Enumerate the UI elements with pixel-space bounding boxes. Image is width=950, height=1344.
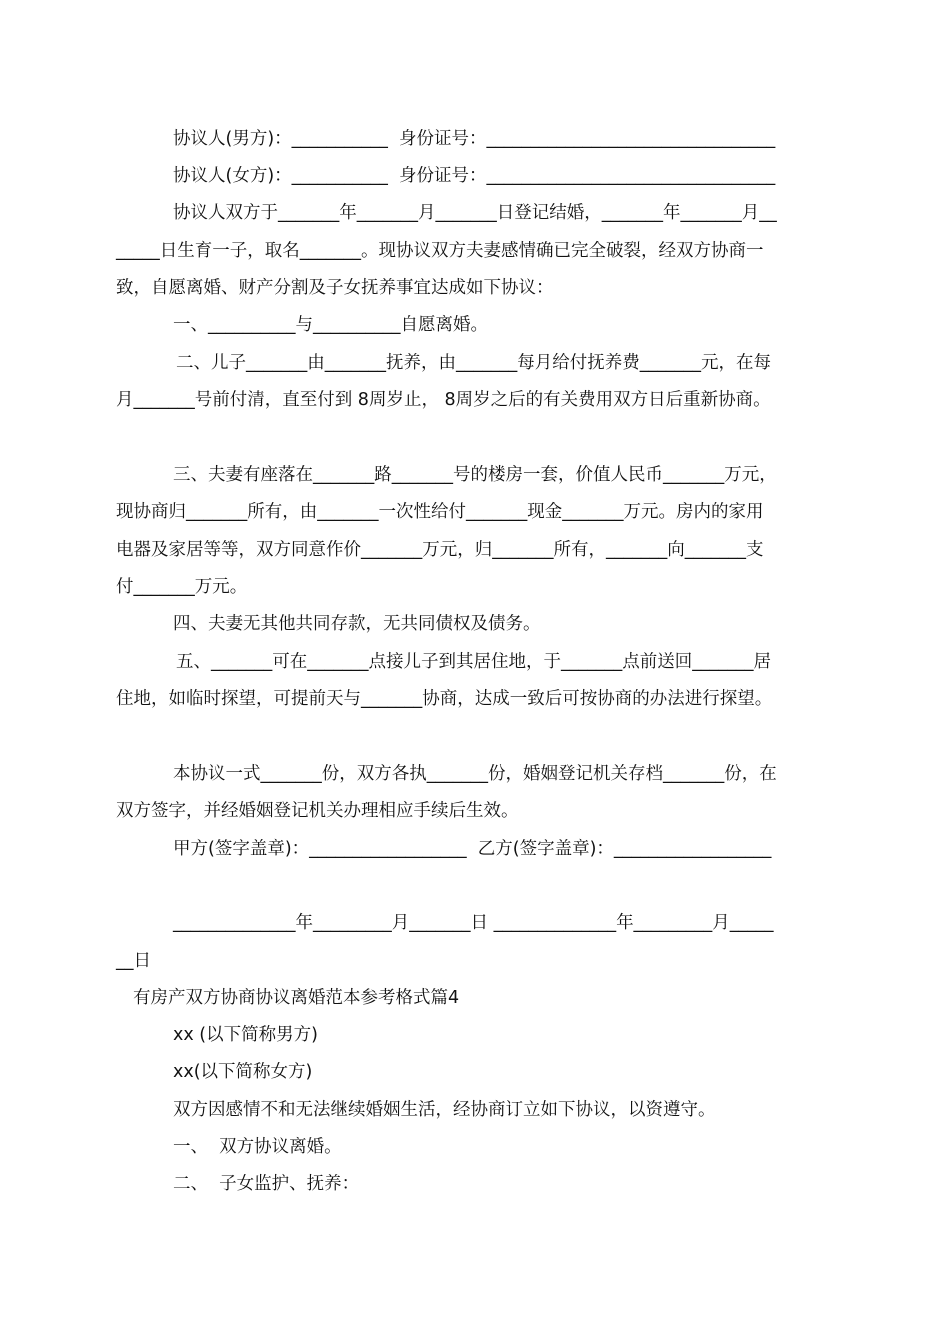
clause-3-line-2: 现协商归_______所有，由_______一次性给付_______现金_______万元。房内的家用 — [116, 502, 764, 522]
clause-3-line-3: 电器及家居等等，双方同意作价_______万元，归_______所有，_______向_______支 — [116, 540, 764, 560]
clause-2-line-1: 二、儿子_______由_______抚养，由_______每月给付抚养费_______元，在每 — [176, 353, 771, 373]
item-1: 一、 双方协议离婚。 — [173, 1137, 342, 1157]
date-line-2: __日 — [116, 951, 151, 971]
male-party-line: 协议人(男方)：___________ 身份证号：_________________________________ — [173, 129, 776, 149]
intro-line-3: 致，自愿离婚、财产分割及子女抚养事宜达成如下协议： — [116, 278, 554, 298]
clause-3-line-4: 付_______万元。 — [116, 577, 248, 597]
signature-line: 甲方(签字盖章)：__________________ 乙方(签字盖章)：__________________ — [173, 839, 772, 859]
party-female: xx(以下简称女方) — [173, 1062, 313, 1082]
copies-line-2: 双方签字，并经婚姻登记机关办理相应手续后生效。 — [116, 801, 519, 821]
item-2: 二、 子女监护、抚养： — [173, 1174, 360, 1194]
clause-1: 一、__________与__________自愿离婚。 — [173, 315, 488, 335]
clause-5-line-2: 住地，如临时探望，可提前天与_______协商，达成一致后可按协商的办法进行探望。 — [116, 689, 773, 709]
clause-4: 四、夫妻无其他共同存款，无共同债权及债务。 — [173, 614, 541, 634]
agreement-intro: 双方因感情不和无法继续婚姻生活，经协商订立如下协议，以资遵守。 — [173, 1100, 716, 1120]
intro-line-1: 协议人双方于_______年_______月_______日登记结婚，_______年_______月__ — [173, 203, 777, 223]
date-line-1: ______________年_________月_______日 ______________年_________月_____ — [173, 913, 774, 933]
female-party-line: 协议人(女方)：___________ 身份证号：_________________________________ — [173, 166, 776, 186]
clause-3-line-1: 三、夫妻有座落在_______路_______号的楼房一套，价值人民币_______万元， — [173, 465, 777, 485]
clause-5-line-1: 五、_______可在_______点接儿子到其居住地，于_______点前送回_______居 — [176, 652, 771, 672]
intro-line-2: _____日生育一子，取名_______。现协议双方夫妻感情确已完全破裂，经双方协商一 — [116, 241, 764, 261]
section-title: 有房产双方协商协议离婚范本参考格式篇4 — [133, 988, 460, 1008]
party-male: xx (以下简称男方) — [173, 1025, 318, 1045]
clause-2-line-2: 月_______号前付清，直至付到 8周岁止， 8周岁之后的有关费用双方日后重新协商。 — [116, 390, 771, 410]
copies-line-1: 本协议一式_______份，双方各执_______份，婚姻登记机关存档_______份，在 — [173, 764, 777, 784]
